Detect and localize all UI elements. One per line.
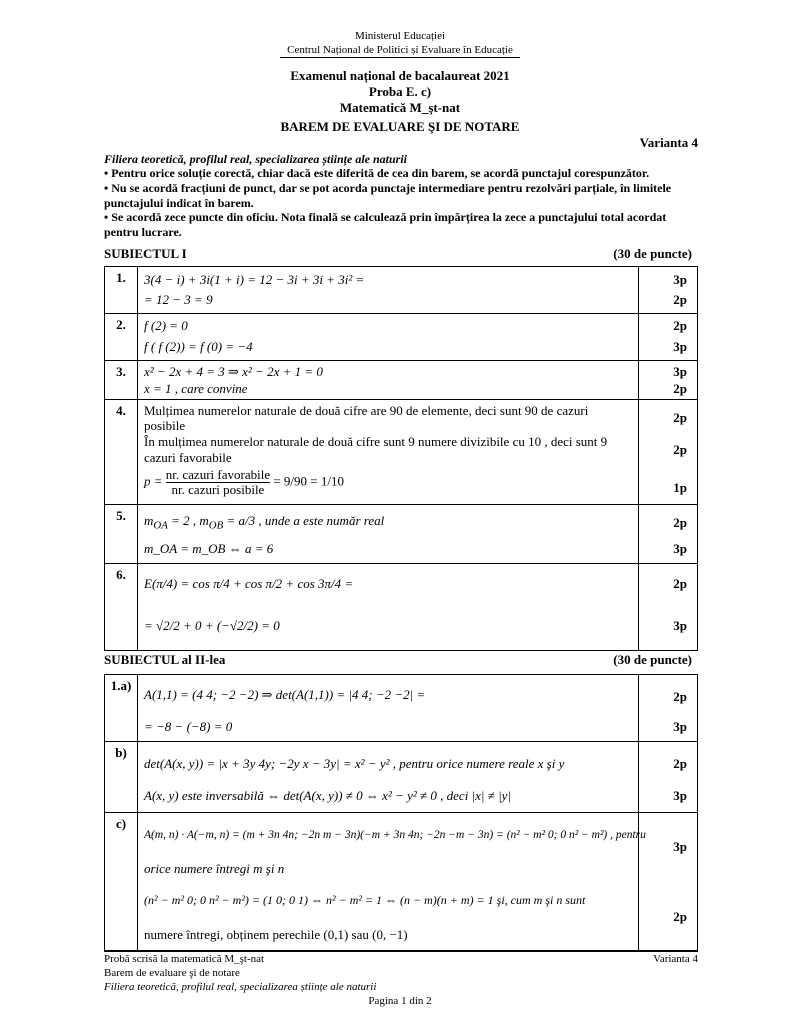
table-row (105, 267, 698, 314)
item-number: c) (105, 813, 138, 952)
center-name: Centrul Național de Politici și Evaluare în Educație (287, 44, 513, 56)
points-value: 2p (673, 515, 687, 530)
probability-formula (144, 468, 344, 497)
header-underline (0, 57, 800, 58)
table-row (105, 361, 698, 400)
ministry-name: Ministerul Educației (354, 30, 446, 42)
footer-line-1 (104, 953, 698, 965)
rule-bullet-3b: pentru lucrare. (104, 225, 182, 239)
table-row (105, 742, 698, 813)
m-symbol: = 2 , m (167, 513, 209, 528)
points-value: 2p (673, 689, 687, 704)
points-value: 3p (673, 364, 687, 379)
subject-title (0, 100, 800, 116)
item-number: 6. (105, 564, 138, 651)
rule-bullet-1: • Pentru orice soluție corectă, chiar dacă este diferită de cea din barem, se acordă punctajul corespunzător. (104, 166, 650, 180)
rule-bullet-2b: punctajului indicat în barem. (104, 196, 254, 210)
solution-line: = 12 − 3 = 9 (144, 292, 213, 307)
item-number: 3. (105, 361, 138, 400)
subiectul-2-points: (30 de puncte) (613, 652, 692, 667)
item-number: 2. (105, 314, 138, 361)
subiectul-2-title: SUBIECTUL al II-lea (104, 652, 226, 667)
filiera-text: Filiera teoretică, profilul real, specializarea științe ale naturii (104, 152, 407, 166)
table-row (105, 314, 698, 361)
m-symbol: m (144, 513, 154, 528)
subiectul-1-table (104, 266, 698, 651)
subiectul-1-title: SUBIECTUL I (104, 246, 187, 261)
footer-varianta: Varianta 4 (653, 953, 698, 965)
rule-bullet-3a: • Se acordă zece puncte din oficiu. Nota finală se calculează prin împărțirea la zece a punctajului total acordat (104, 210, 667, 224)
solution-line: = −8 − (−8) = 0 (144, 719, 233, 734)
solution-line: A(x, y) este inversabilă ⇔ det(A(x, y)) ≠ 0 ⇔ x² − y² ≠ 0 , deci |x| ≠ |y| (144, 788, 512, 803)
solution-line: x = 1 , care convine (144, 381, 248, 396)
points-value: 2p (673, 318, 687, 333)
solution-line (144, 513, 384, 532)
solution-line: = √2/2 + 0 + (−√2/2) = 0 (144, 618, 280, 633)
subiectul-2-heading (104, 652, 698, 668)
points-value: 3p (673, 719, 687, 734)
proba-title: Proba E. c) (368, 84, 432, 99)
solution-line: x² − 2x + 4 = 3 ⇒ x² − 2x + 1 = 0 (144, 364, 323, 379)
solution-line: Mulțimea numerelor naturale de două cifre are 90 de elemente, deci sunt 90 de cazuri (144, 403, 589, 418)
table-row (105, 564, 698, 651)
solution-line: A(1,1) = (4 4; −2 −2) ⇒ det(A(1,1)) = |4 4; −2 −2| = (144, 687, 426, 702)
solution-line: În mulțimea numerelor naturale de două cifre sunt 9 numere divizibile cu 10 , deci sunt 9 (144, 434, 608, 449)
solution-text: = a/3 , unde a este număr real (223, 513, 385, 528)
points-value: 3p (673, 618, 687, 633)
numerator: nr. cazuri favorabile (165, 467, 271, 482)
points-value: 3p (673, 339, 687, 354)
subiectul-1-points: (30 de puncte) (613, 246, 692, 261)
points-value: 1p (673, 480, 687, 495)
solution-line: f (2) = 0 (144, 318, 188, 333)
rule-bullet-2a: • Nu se acordă fracțiuni de punct, dar se pot acorda punctaje intermediare pentru rezolvări parțiale, în limitele (104, 181, 672, 195)
barem-title: BAREM DE EVALUARE ŞI DE NOTARE (280, 119, 520, 134)
table-row (105, 675, 698, 742)
solution-line: m_OA = m_OB ⇔ a = 6 (144, 541, 274, 556)
points-value: 2p (673, 292, 687, 307)
points-value: 2p (673, 381, 687, 396)
points-value: 2p (673, 909, 687, 924)
table-row (105, 505, 698, 564)
footer-line-3: Filiera teoretică, profilul real, specializarea științe ale naturii (104, 981, 377, 993)
solution-line: E(π/4) = cos π/4 + cos π/2 + cos 3π/4 = (144, 576, 354, 591)
item-number: 5. (105, 505, 138, 564)
solution-line: A(m, n) · A(−m, n) = (m + 3n 4n; −2n m − 3n)(−m + 3n 4n; −2n −m − 3n) = (n² − m² 0; 0 n² − m²) , pentru (144, 829, 646, 841)
denominator: nr. cazuri posibile (166, 482, 270, 497)
item-number: 4. (105, 400, 138, 505)
solution-line: numere întregi, obținem perechile (0,1) sau (0, −1) (144, 927, 408, 942)
p-equals: p = (144, 473, 163, 489)
solution-line: (n² − m² 0; 0 n² − m²) = (1 0; 0 1) ⇔ n² − m² = 1 ⇔ (n − m)(n + m) = 1 şi, cum m şi n sunt (144, 893, 586, 907)
footer-exam: Probă scrisă la matematică M_şt-nat (104, 953, 265, 965)
footer-rule (104, 950, 698, 951)
page-number: Pagina 1 din 2 (368, 995, 432, 1007)
solution-line: f ( f (2)) = f (0) = −4 (144, 339, 253, 354)
fraction (166, 468, 270, 497)
points-value: 3p (673, 788, 687, 803)
varianta-label: Varianta 4 (639, 135, 698, 150)
points-value: 2p (673, 410, 687, 425)
points-value: 2p (673, 442, 687, 457)
item-number: b) (105, 742, 138, 813)
solution-line: cazuri favorabile (144, 450, 232, 465)
solution-line: posibile (144, 418, 186, 433)
points-value: 2p (673, 576, 687, 591)
item-number: 1.a) (105, 675, 138, 742)
fraction-result: = 9/90 = 1/10 (273, 473, 344, 489)
points-value: 3p (673, 541, 687, 556)
points-value: 3p (673, 272, 687, 287)
exam-title: Examenul național de bacalaureat 2021 (290, 68, 510, 83)
subscript: OB (208, 519, 224, 532)
points-value: 2p (673, 756, 687, 771)
subiectul-1-heading (104, 246, 698, 262)
subscript: OA (153, 519, 168, 532)
table-row (105, 400, 698, 505)
table-row (105, 813, 698, 952)
solution-line: 3(4 − i) + 3i(1 + i) = 12 − 3i + 3i + 3i² = (144, 272, 365, 287)
item-number: 1. (105, 267, 138, 314)
footer-line-2: Barem de evaluare şi de notare (104, 967, 240, 979)
solution-line: orice numere întregi m şi n (144, 861, 285, 876)
subiectul-2-table (104, 674, 698, 952)
subject-text: Matematică M_şt-nat (339, 100, 461, 115)
points-value: 3p (673, 839, 687, 854)
solution-line: det(A(x, y)) = |x + 3y 4y; −2y x − 3y| = x² − y² , pentru orice numere reale x şi y (144, 756, 565, 771)
